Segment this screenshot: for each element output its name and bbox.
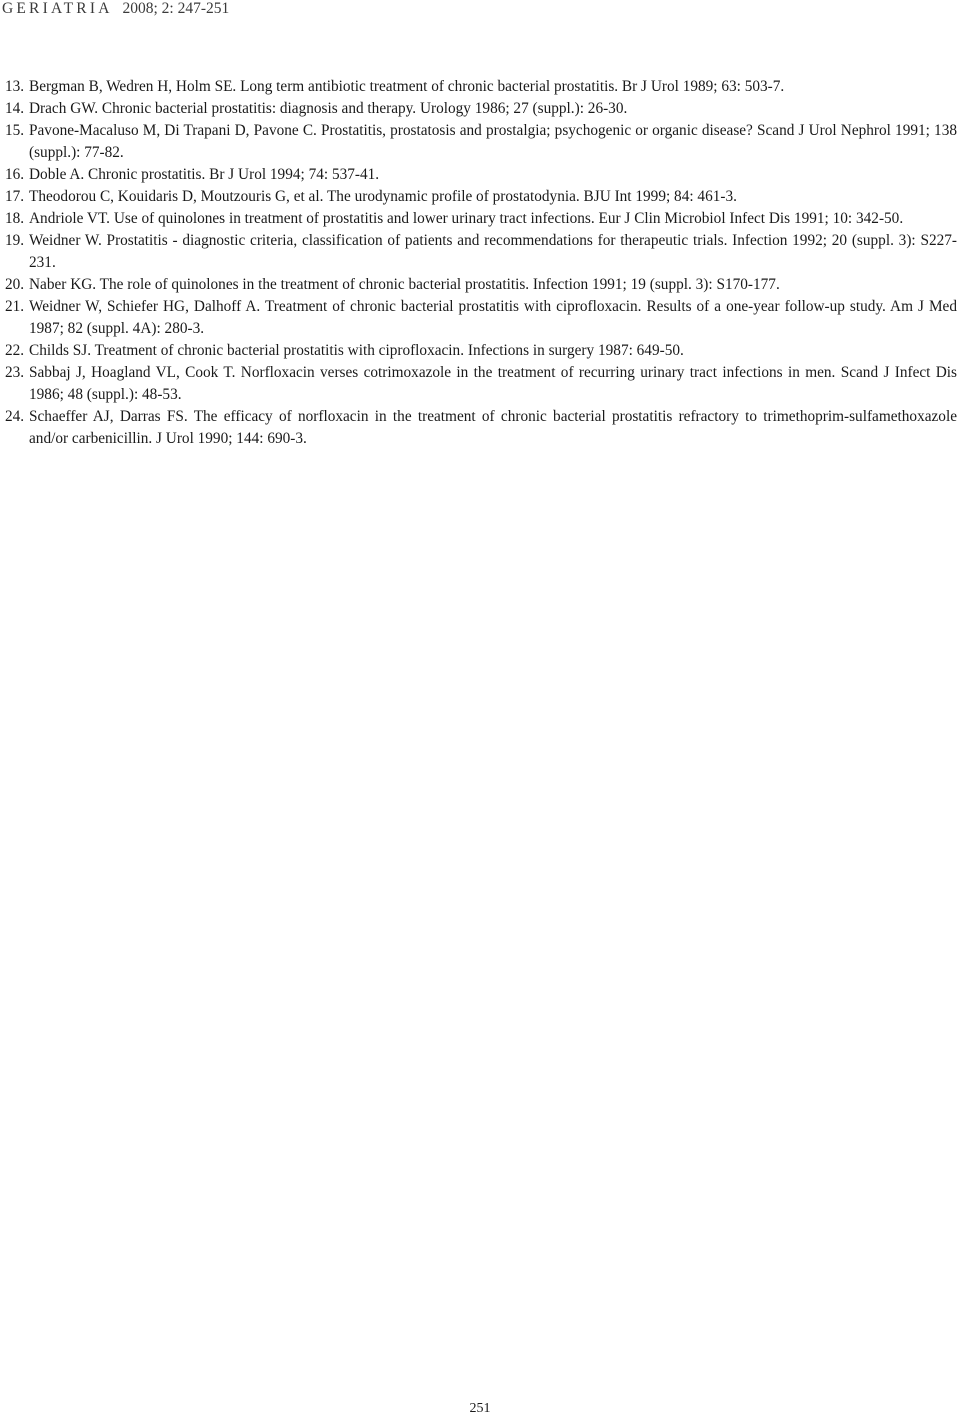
reference-text: Sabbaj J, Hoagland VL, Cook T. Norfloxacin verses cotrimoxazole in the treatment of recurring urinary tract infections in men. Scand J Infect Dis 1986; 48 (suppl.): 48-53.	[29, 364, 957, 403]
reference-item	[5, 274, 957, 296]
reference-item	[5, 120, 957, 164]
reference-item	[5, 230, 957, 274]
journal-citation: 2008; 2: 247-251	[122, 0, 230, 17]
reference-number: 13.	[5, 78, 25, 95]
reference-text: Weidner W. Prostatitis - diagnostic criteria, classification of patients and recommendations for therapeutic trials. Infection 1992; 20 (suppl. 3): S227-231.	[29, 232, 957, 271]
reference-number: 24.	[5, 408, 25, 425]
reference-number: 23.	[5, 364, 25, 381]
reference-number: 22.	[5, 342, 25, 359]
reference-text: Schaeffer AJ, Darras FS. The efficacy of norfloxacin in the treatment of chronic bacterial prostatitis refractory to trimethoprim-sulfamethoxazole and/or carbenicillin. J Urol 1990; 144: 690-3.	[29, 408, 957, 447]
reference-text: Childs SJ. Treatment of chronic bacterial prostatitis with ciprofloxacin. Infections in surgery 1987: 649-50.	[29, 342, 684, 359]
reference-list	[5, 76, 957, 450]
reference-text: Drach GW. Chronic bacterial prostatitis: diagnosis and therapy. Urology 1986; 27 (suppl.): 26-30.	[29, 100, 628, 117]
running-header	[2, 0, 229, 18]
reference-number: 20.	[5, 276, 25, 293]
reference-item	[5, 164, 957, 186]
reference-item	[5, 362, 957, 406]
reference-number: 15.	[5, 122, 25, 139]
page-number: 251	[469, 1401, 491, 1416]
reference-number: 18.	[5, 210, 25, 227]
reference-item	[5, 296, 957, 340]
reference-text: Theodorou C, Kouidaris D, Moutzouris G, et al. The urodynamic profile of prostatodynia. BJU Int 1999; 84: 461-3.	[29, 188, 737, 205]
reference-number: 17.	[5, 188, 25, 205]
reference-number: 19.	[5, 232, 25, 249]
reference-text: Pavone-Macaluso M, Di Trapani D, Pavone C. Prostatitis, prostatosis and prostalgia; psychogenic or organic disease? Scand J Urol Nephrol 1991; 138 (suppl.): 77-82.	[29, 122, 957, 161]
reference-text: Weidner W, Schiefer HG, Dalhoff A. Treatment of chronic bacterial prostatitis with ciprofloxacin. Results of a one-year follow-up study. Am J Med 1987; 82 (suppl. 4A): 280-3.	[29, 298, 957, 337]
reference-number: 16.	[5, 166, 25, 183]
reference-number: 21.	[5, 298, 25, 315]
reference-item	[5, 76, 957, 98]
reference-text: Bergman B, Wedren H, Holm SE. Long term antibiotic treatment of chronic bacterial prostatitis. Br J Urol 1989; 63: 503-7.	[29, 78, 785, 95]
reference-item	[5, 186, 957, 208]
reference-item	[5, 98, 957, 120]
reference-item	[5, 406, 957, 450]
reference-text: Andriole VT. Use of quinolones in treatment of prostatitis and lower urinary tract infections. Eur J Clin Microbiol Infect Dis 1991; 10: 342-50.	[29, 210, 904, 227]
journal-name: GERIATRIA	[2, 0, 113, 17]
reference-text: Doble A. Chronic prostatitis. Br J Urol 1994; 74: 537-41.	[29, 166, 380, 183]
reference-item	[5, 208, 957, 230]
reference-number: 14.	[5, 100, 25, 117]
reference-item	[5, 340, 957, 362]
reference-text: Naber KG. The role of quinolones in the treatment of chronic bacterial prostatitis. Infection 1991; 19 (suppl. 3): S170-177.	[29, 276, 780, 293]
